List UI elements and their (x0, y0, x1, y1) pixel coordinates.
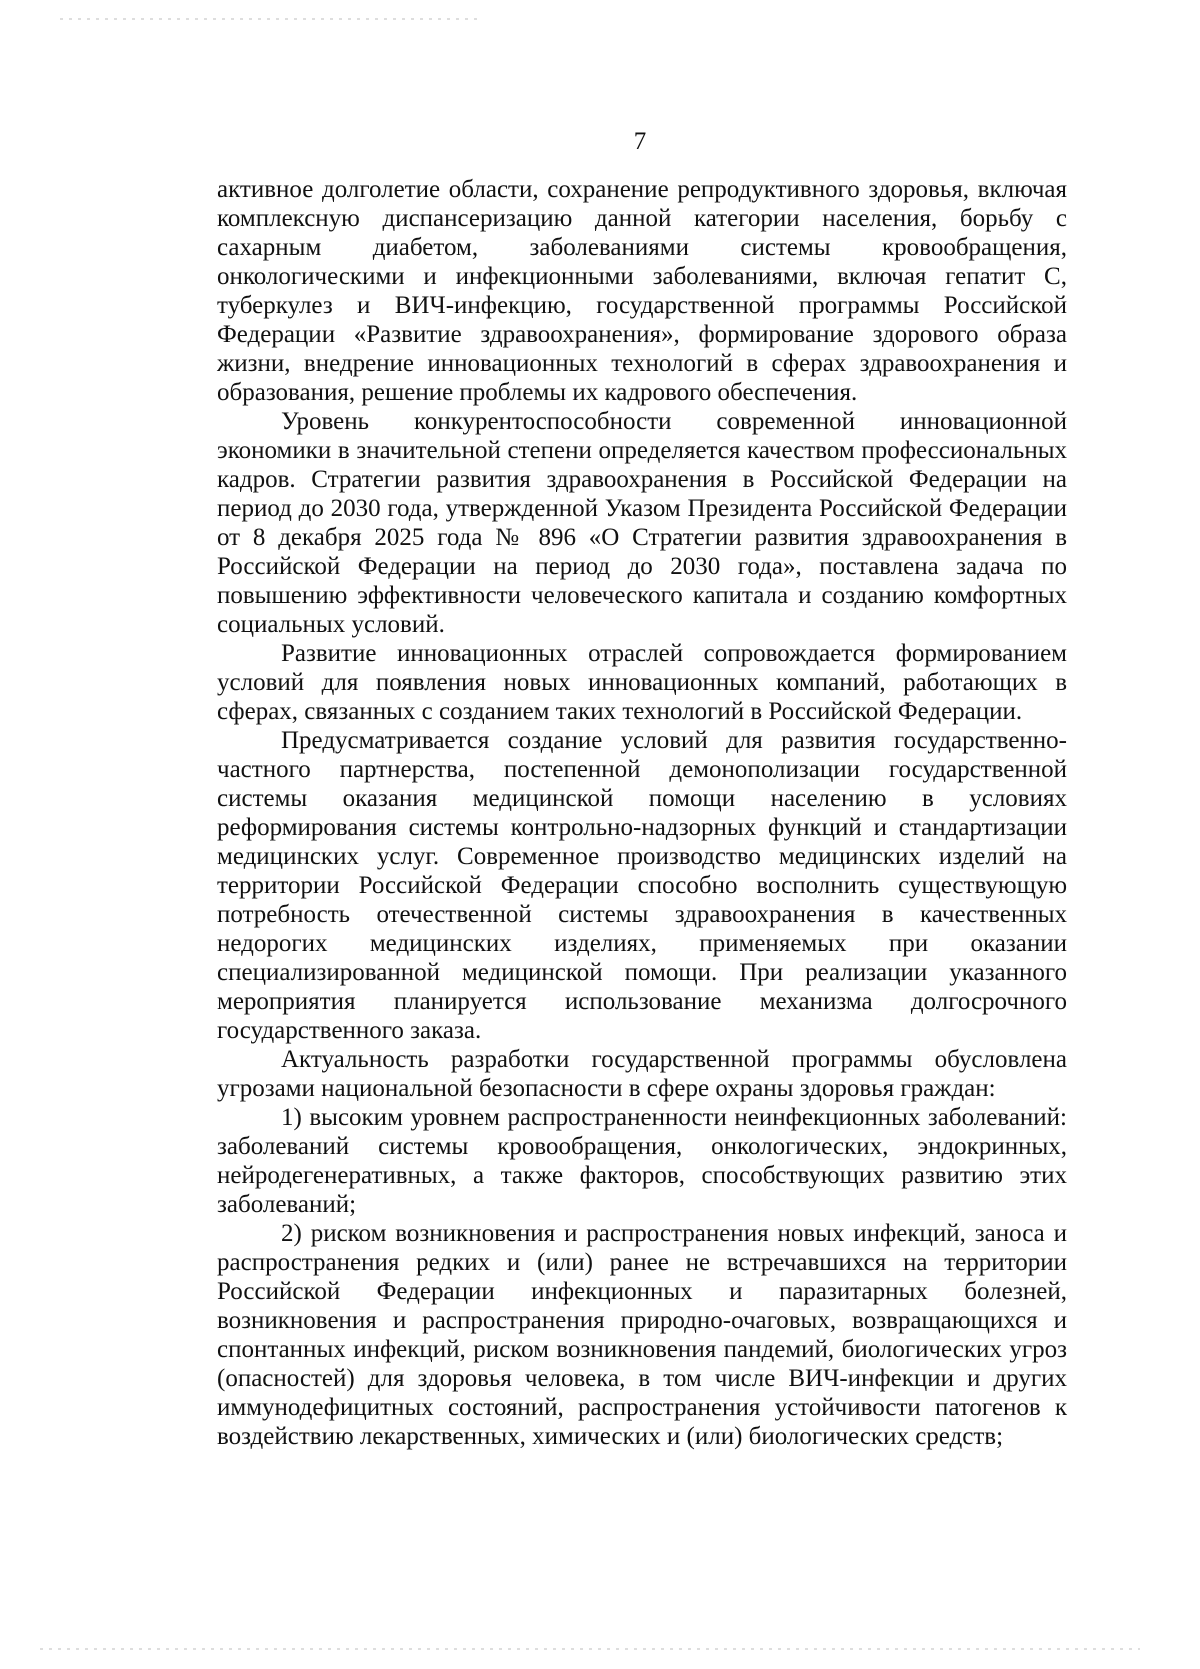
paragraph-6: 1) высоким уровнем распространенности неинфекционных заболеваний: заболеваний системы кровообращения, онкологических, эндокринных, нейродегенеративных, а также факторов, способствующих развитию этих заболеваний; (217, 1104, 1067, 1218)
paragraph-3: Развитие инновационных отраслей сопровождается формированием условий для появления новых инновационных компаний, работающих в сферах, связанных с созданием таких технологий в Российской Федерации. (217, 640, 1067, 725)
paragraph-7: 2) риском возникновения и распространения новых инфекций, заноса и распространения редких и (или) ранее не встречавшихся на территории Российской Федерации инфекционных и паразитарных болезней, возникновения и распространения природно-очаговых, возвращающихся и спонтанных инфекций, риском возникновения пандемий, биологических угроз (опасностей) для здоровья человека, в том числе ВИЧ-инфекции и других иммунодефицитных состояний, распространения устойчивости патогенов к воздействию лекарственных, химических и (или) биологических средств; (217, 1220, 1067, 1450)
page-number: 7 (633, 128, 647, 155)
paragraph-4: Предусматривается создание условий для развития государственно-частного партнерства, постепенной демонополизации государственной системы оказания медицинской помощи населению в условиях реформирования системы контрольно-надзорных функций и стандартизации медицинских услуг. Современное производство медицинских изделий на территории Российской Федерации способно восполнить существующую потребность отечественной системы здравоохранения в качественных недорогих медицинских изделиях, применяемых при оказании специализированной медицинской помощи. При реализации указанного мероприятия планируется использование механизма долгосрочного государственного заказа. (217, 727, 1067, 1044)
paragraph-1: активное долголетие области, сохранение репродуктивного здоровья, включая комплексную диспансеризацию данной категории населения, борьбу с сахарным диабетом, заболеваниями системы кровообращения, онкологическими и инфекционными заболеваниями, включая гепатит С, туберкулез и ВИЧ-инфекцию, государственной программы Российской Федерации «Развитие здравоохранения», формирование здорового образа жизни, внедрение инновационных технологий в сферах здравоохранения и образования, решение проблемы их кадрового обеспечения. (217, 176, 1067, 406)
paragraph-2: Уровень конкурентоспособности современной инновационной экономики в значительной степени определяется качеством профессиональных кадров. Стратегии развития здравоохранения в Российской Федерации на период до 2030 года, утвержденной Указом Президента Российской Федерации от 8 декабря 2025 года № 896 «О Стратегии развития здравоохранения в Российской Федерации на период до 2030 года», поставлена задача по повышению эффективности человеческого капитала и созданию комфортных социальных условий. (217, 408, 1067, 638)
document-body (217, 175, 1067, 1451)
scan-artifact-top (60, 18, 480, 20)
paragraph-5: Актуальность разработки государственной программы обусловлена угрозами национальной безопасности в сфере охраны здоровья граждан: (217, 1046, 1067, 1102)
scan-artifact-bottom (40, 1648, 1140, 1650)
